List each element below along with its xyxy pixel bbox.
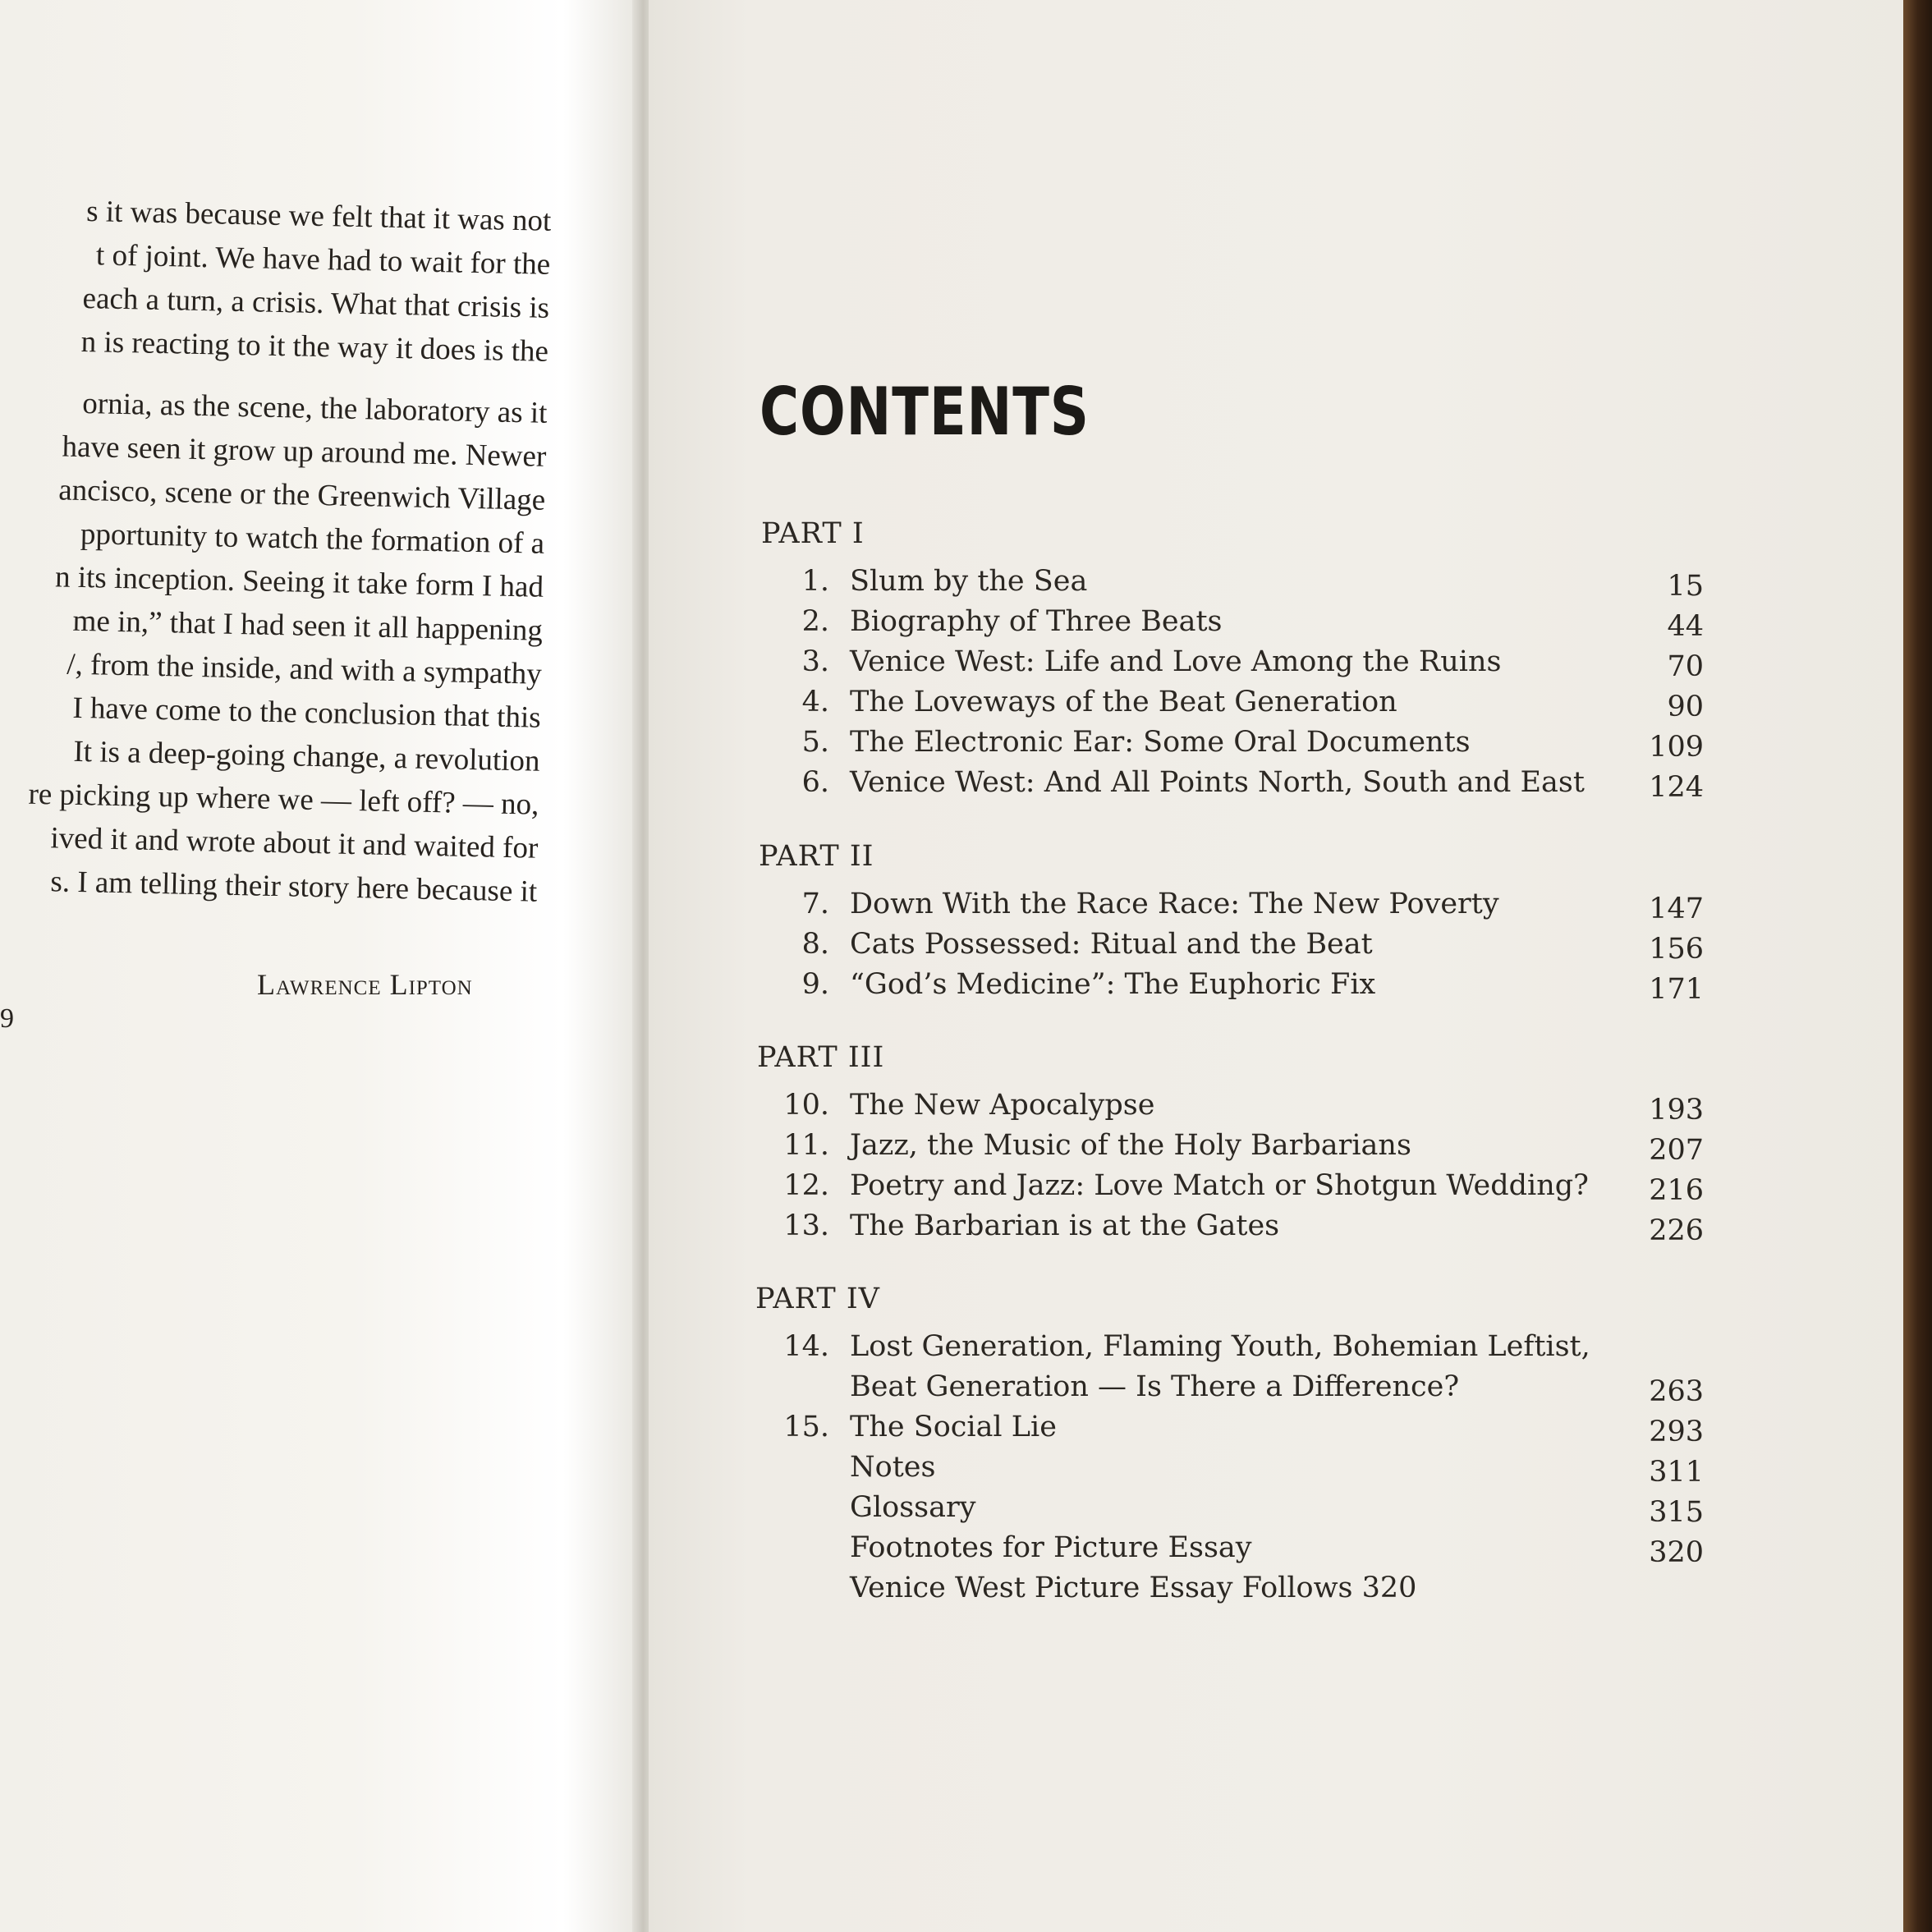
page-number: 320 (1649, 1536, 1704, 1569)
page-number: 147 (1649, 893, 1704, 925)
chapter-number: 14. (783, 1330, 829, 1363)
page-number: 90 (1667, 691, 1704, 723)
chapter-number: 15. (783, 1411, 829, 1443)
page-number: 216 (1649, 1174, 1704, 1207)
chapter-title: Venice West: Life and Love Among the Ruins (850, 645, 1502, 678)
part-heading: PART IV (755, 1283, 880, 1315)
chapter-title: Venice West: And All Points North, South and East (850, 766, 1585, 799)
body-line: s. I am telling their story here because it (50, 865, 538, 909)
page-number: 9 (0, 1003, 14, 1034)
chapter-title: The Electronic Ear: Some Oral Documents (850, 726, 1471, 759)
page-number: 293 (1649, 1416, 1704, 1448)
chapter-title: Cats Possessed: Ritual and the Beat (850, 928, 1373, 961)
chapter-title: “God’s Medicine”: The Euphoric Fix (850, 968, 1376, 1001)
chapter-number: 10. (783, 1089, 829, 1122)
page-number: 156 (1649, 933, 1704, 966)
body-line: ornia, as the scene, the laboratory as it (81, 387, 548, 430)
chapter-number: 6. (801, 766, 829, 799)
chapter-number: 2. (801, 605, 829, 638)
chapter-title: Jazz, the Music of the Holy Barbarians (850, 1129, 1411, 1162)
chapter-title: Beat Generation — Is There a Difference? (850, 1370, 1460, 1403)
left-page (0, 0, 640, 1932)
chapter-title: Glossary (850, 1491, 976, 1524)
page-number: 193 (1649, 1094, 1704, 1127)
page-number: 315 (1649, 1496, 1704, 1529)
chapter-number: 4. (801, 686, 829, 718)
chapter-title: Slum by the Sea (850, 565, 1088, 598)
chapter-number: 8. (801, 928, 829, 961)
body-line: me in,” that I had seen it all happening (72, 603, 544, 648)
chapter-number: 3. (801, 645, 829, 678)
page-edge (1903, 0, 1932, 1932)
page-number: 207 (1649, 1134, 1704, 1167)
chapter-title: Footnotes for Picture Essay (850, 1531, 1252, 1564)
chapter-title: The Social Lie (850, 1411, 1057, 1443)
page-number: 226 (1649, 1214, 1704, 1247)
body-line: re picking up where we — left off? — no, (28, 777, 539, 822)
body-line: It is a deep-going change, a revolution (73, 734, 540, 778)
chapter-title: The Barbarian is at the Gates (850, 1209, 1280, 1242)
page-number: 171 (1649, 973, 1704, 1006)
page-number: 124 (1649, 771, 1704, 804)
chapter-title: Notes (850, 1451, 936, 1484)
left-page-body-text (0, 187, 552, 914)
body-line: each a turn, a crisis. What that crisis is (82, 281, 550, 325)
page-number: 263 (1649, 1375, 1704, 1408)
chapter-number: 1. (801, 565, 829, 598)
body-line: I have come to the conclusion that this (72, 691, 542, 735)
author-signature: Lawrence Lipton (257, 968, 473, 1001)
body-line: ived it and wrote about it and waited for (50, 821, 539, 865)
contents-heading: CONTENTS (759, 374, 1090, 450)
contents-page (649, 0, 1913, 1932)
chapter-number: 12. (783, 1169, 829, 1202)
chapter-title: Biography of Three Beats (850, 605, 1223, 638)
page-number: 109 (1649, 731, 1704, 764)
page-number: 15 (1667, 570, 1704, 603)
body-line: t of joint. We have had to wait for the (95, 238, 551, 282)
chapter-number: 5. (801, 726, 829, 759)
chapter-number: 9. (801, 968, 829, 1001)
part-heading: PART II (759, 840, 874, 873)
chapter-title: Venice West Picture Essay Follows 320 (850, 1572, 1417, 1604)
body-line: have seen it grow up around me. Newer (62, 429, 547, 474)
body-line: s it was because we felt that it was not (85, 195, 552, 238)
body-line: n is reacting to it the way it does is the (80, 324, 549, 369)
chapter-number: 11. (783, 1129, 829, 1162)
body-line: pportunity to watch the formation of a (80, 516, 545, 561)
chapter-title: Lost Generation, Flaming Youth, Bohemian Leftist, (850, 1330, 1590, 1363)
body-line: ancisco, scene or the Greenwich Village (57, 473, 546, 517)
chapter-title: Poetry and Jazz: Love Match or Shotgun Wedding? (850, 1169, 1589, 1202)
chapter-title: The Loveways of the Beat Generation (850, 686, 1397, 718)
part-heading: PART III (757, 1041, 885, 1074)
body-line: /, from the inside, and with a sympathy (66, 647, 543, 691)
chapter-number: 7. (801, 888, 829, 920)
part-heading: PART I (761, 517, 865, 550)
page-number: 70 (1667, 650, 1704, 683)
page-number: 44 (1667, 610, 1704, 643)
chapter-number: 13. (783, 1209, 829, 1242)
page-number: 311 (1649, 1456, 1704, 1489)
chapter-title: The New Apocalypse (850, 1089, 1155, 1122)
chapter-title: Down With the Race Race: The New Poverty (850, 888, 1499, 920)
body-line: n its inception. Seeing it take form I had (54, 560, 544, 604)
